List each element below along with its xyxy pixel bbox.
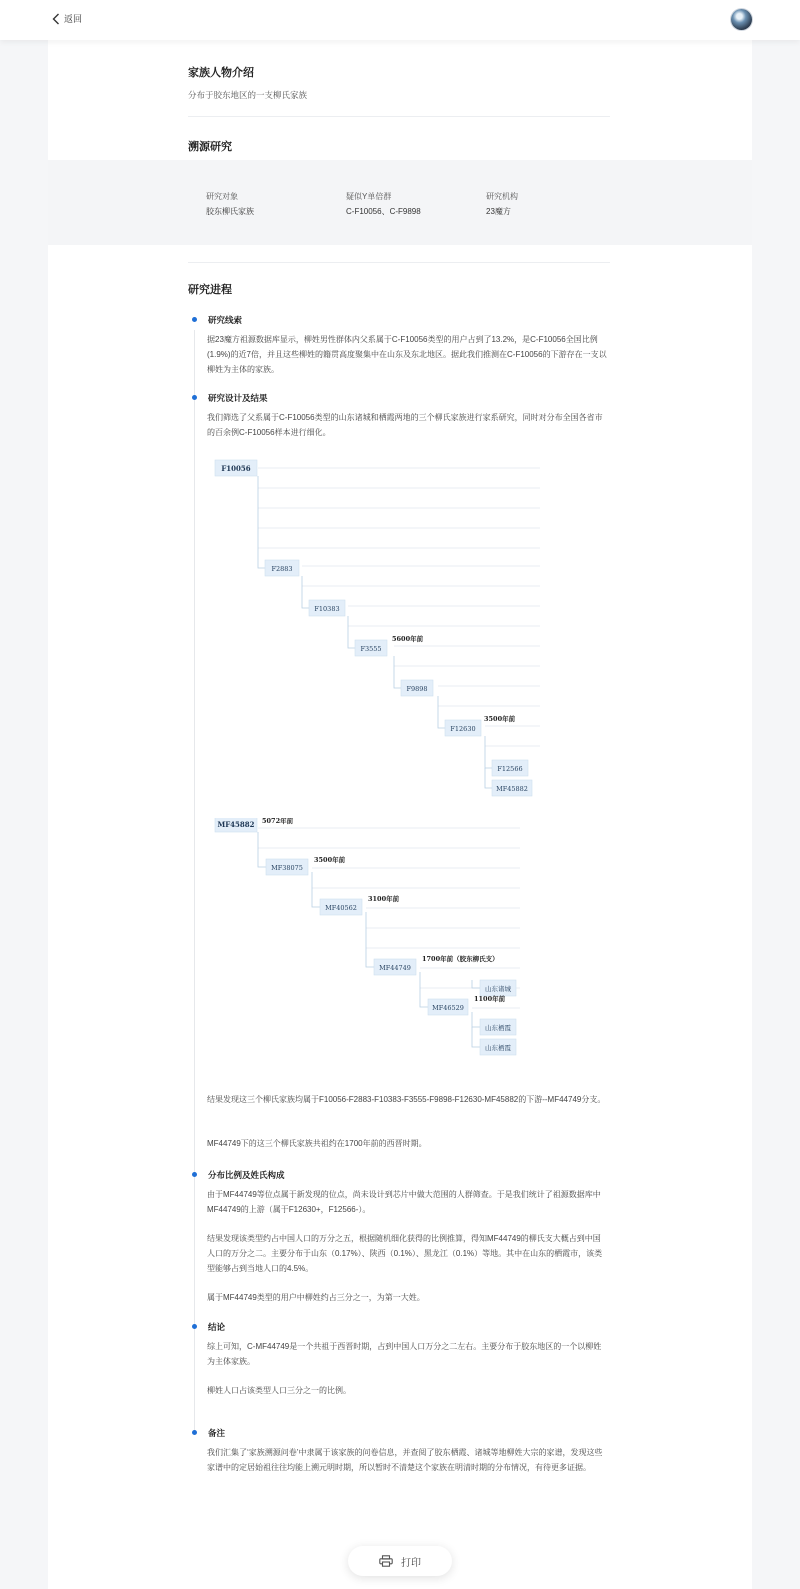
tree-node: [480, 1039, 516, 1055]
tree-node: [320, 899, 362, 915]
tree-node: [309, 600, 345, 616]
section-paragraph: 柳姓人口占该类型人口三分之一的比例。: [207, 1386, 351, 1395]
section-paragraph: 属于MF44749类型的用户中柳姓约占三分之一，为第一大姓。: [207, 1293, 425, 1302]
haplogroup-tree-1: [210, 458, 550, 803]
section-title: 分布比例及姓氏构成: [208, 1170, 285, 1180]
time-label: 1100年前: [474, 995, 506, 1003]
origin-title: 溯源研究: [188, 141, 232, 153]
printer-icon: [379, 1555, 393, 1567]
tree-node: [480, 980, 516, 996]
tree-node: [480, 1019, 516, 1035]
back-label: 返回: [64, 14, 83, 24]
field-label: 疑似Y单倍群: [346, 192, 392, 201]
tree-node: [445, 720, 481, 736]
avatar[interactable]: [731, 9, 752, 30]
node-label: MF38075: [271, 864, 303, 872]
node-label: F10383: [314, 605, 340, 613]
time-label: 3500年前: [314, 856, 346, 864]
field-label: 研究机构: [486, 192, 518, 201]
time-label: 5072年前: [262, 818, 294, 825]
node-label: MF45882: [496, 785, 528, 793]
time-label: 5600年前: [392, 635, 424, 643]
print-button[interactable]: [348, 1546, 452, 1576]
tree-node: [492, 780, 532, 796]
section-paragraph: 由于MF44749等位点属于新发现的位点，尚未设计到芯片中做大范围的人群筛查。于是我们统计了祖源数据库中MF44749的上游（属于F12630+，F12566-）。: [207, 1190, 601, 1214]
page-subtitle: 分布于胶东地区的一支柳氏家族: [188, 90, 308, 100]
haplogroup-tree-2: [210, 818, 540, 1068]
node-label: F10056: [221, 464, 251, 473]
tree-node: [401, 680, 433, 696]
node-label: MF40562: [325, 904, 357, 912]
section-title: 备注: [208, 1428, 226, 1438]
field-value: 23魔方: [486, 207, 511, 216]
tree-node: [215, 818, 257, 832]
tree-node: [374, 959, 416, 975]
timeline-dot: [192, 317, 197, 322]
timeline-line: [194, 330, 195, 1430]
page-title: 家族人物介绍: [188, 67, 254, 79]
node-label: MF46529: [432, 1004, 464, 1012]
section-paragraph: 我们筛选了父系属于C-F10056类型的山东诸城和栖霞两地的三个柳氏家族进行家系研究，同时对分布全国各省市的百余例C-F10056样本进行细化。: [207, 413, 603, 437]
node-label: F12630: [450, 725, 476, 733]
section-paragraph: 据23魔方祖源数据库显示，柳姓男性群体内父系属于C-F10056类型的用户占到了13.2%，是C-F10056全国比例(1.9%)的近7倍，并且这些柳姓的籍贯高度聚集中在山东及东北地区。据此我们推测在C-F10056的下游存在一支以柳姓为主体的家族。: [207, 335, 607, 374]
timeline-dot: [192, 1324, 197, 1329]
node-label: 山东栖霞: [485, 1044, 511, 1052]
tree-node: [428, 999, 468, 1015]
timeline-dot: [192, 1430, 197, 1435]
node-label: F9898: [406, 685, 428, 693]
back-button[interactable]: [52, 12, 82, 25]
section-title: 结论: [208, 1322, 226, 1332]
section-paragraph: 结果发现这三个柳氏家族均属于F10056-F2883-F10383-F3555-F9898-F12630-MF45882的下游--MF44749分支。: [207, 1095, 606, 1104]
tree-node: [492, 760, 528, 776]
top-bar: [0, 0, 800, 40]
chevron-left-icon: [52, 13, 60, 25]
section-paragraph: MF44749下的这三个柳氏家族共祖约在1700年前的西晋时期。: [207, 1139, 427, 1148]
timeline-dot: [192, 1172, 197, 1177]
field-label: 研究对象: [206, 192, 238, 201]
node-label: 山东栖霞: [485, 1024, 511, 1032]
section-title: 研究线索: [208, 315, 243, 325]
node-label: F2883: [271, 565, 293, 573]
field-value: C-F10056、C-F9898: [346, 207, 421, 216]
time-label: 3100年前: [368, 895, 400, 903]
node-label: 山东诸城: [485, 985, 511, 993]
field-value: 胶东柳氏家族: [206, 207, 254, 216]
section-paragraph: 结果发现该类型约占中国人口的万分之五，根据随机细化获得的比例推算，得知MF44749的柳氏支大概占到中国人口的万分之二。主要分布于山东（0.17%）、陕西（0.1%）、黑龙江（0.1%）等地。其中在山东的栖霞市，该类型能够占到当地人口的4.5%。: [207, 1234, 603, 1273]
node-label: F3555: [360, 645, 382, 653]
origin-info-panel: [48, 160, 752, 245]
section-paragraph: 综上可知，C-MF44749是一个共祖于西晋时期，占到中国人口万分之二左右。主要分布于胶东地区的一个以柳姓为主体家族。: [207, 1342, 602, 1366]
progress-title: 研究进程: [188, 284, 232, 296]
tree-node: [265, 560, 299, 576]
tree-node: [215, 460, 257, 476]
node-label: MF44749: [379, 964, 411, 972]
print-label: 打印: [401, 1557, 421, 1569]
section-title: 研究设计及结果: [208, 393, 268, 403]
section-paragraph: 我们汇集了‘家族溯源问卷’中隶属于该家族的问卷信息，并查阅了胶东栖霞、诸城等地柳姓大宗的家谱，发现这些家谱中的定居始祖往往均能上溯元明时期，所以暂时不清楚这个家族在明清时期的分布情况，有待更多证据。: [207, 1448, 603, 1472]
node-label: F12566: [497, 765, 523, 773]
tree-node: [266, 859, 308, 875]
timeline-dot: [192, 395, 197, 400]
node-label: MF45882: [217, 820, 255, 829]
time-label: 3500年前: [484, 715, 516, 723]
time-label: 1700年前（胶东柳氏支）: [422, 955, 499, 963]
tree-node: [355, 640, 387, 656]
